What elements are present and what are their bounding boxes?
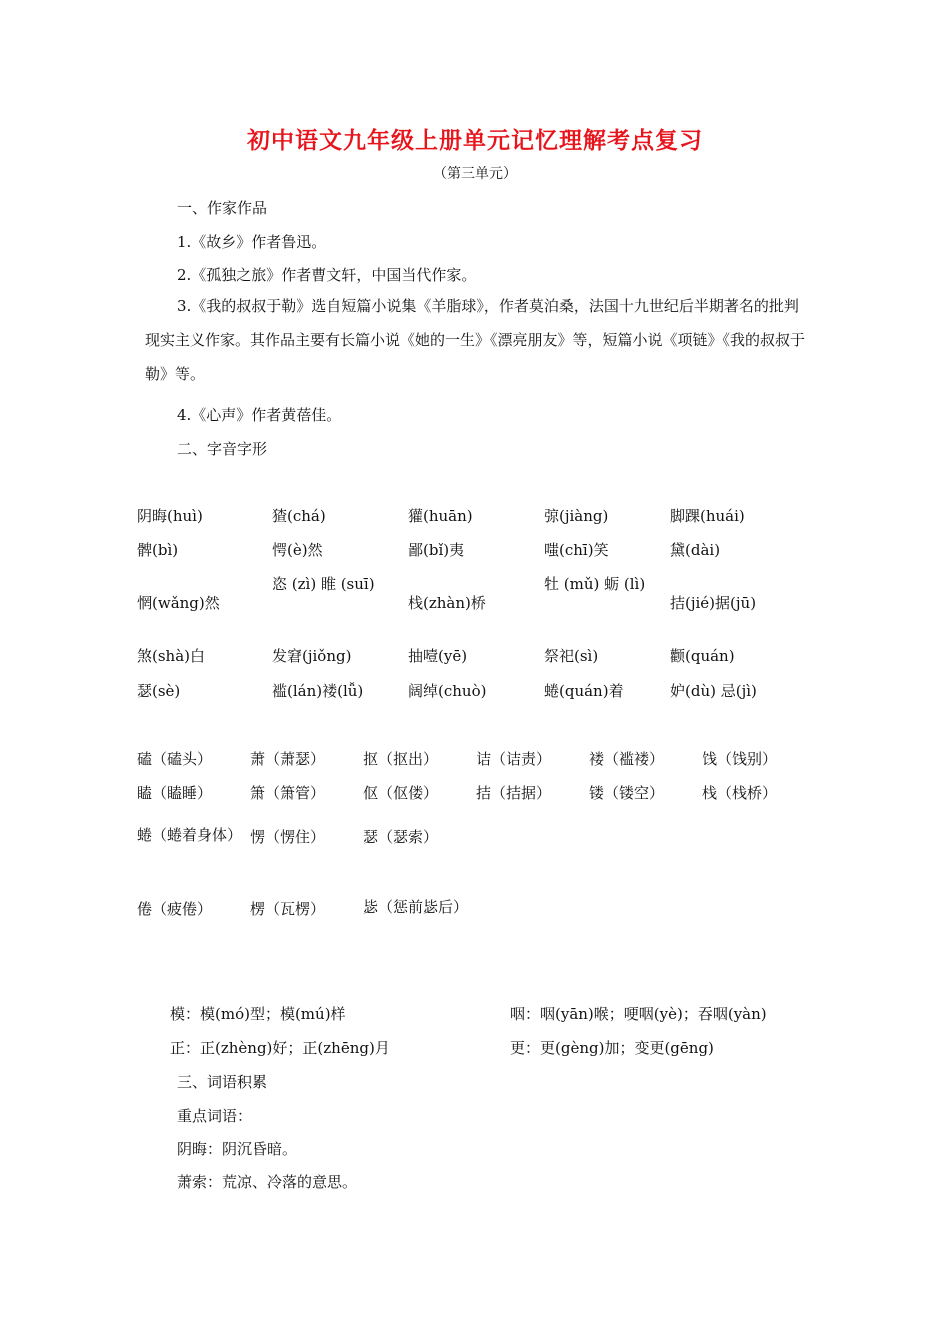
pinyin-cell: 獾(huān) (408, 507, 473, 525)
pinyin-cell: 髀(bì) (137, 541, 179, 559)
pinyin-cell: 鄙(bǐ)夷 (408, 541, 465, 559)
compare-cell: 磕（磕头） (137, 750, 213, 768)
compare-cell: 栈（栈桥） (702, 784, 778, 802)
pinyin-cell: 嗤(chī)笑 (544, 541, 609, 559)
compare-cell: 瞌（瞌睡） (137, 784, 213, 802)
compare-cell: 拮（拮据） (476, 784, 552, 802)
section-heading-authors: 一、作家作品 (177, 199, 268, 217)
compare-cell: 楞（瓦楞） (250, 900, 326, 918)
polyphone-line: 模：模(mó)型；模(mú)样 (170, 1005, 346, 1023)
section-heading-pronunciation: 二、字音字形 (177, 440, 268, 458)
pinyin-cell: 弶(jiàng) (544, 507, 609, 525)
pinyin-cell: 蜷(quán)着 (544, 682, 624, 700)
compare-cell: 褛（褴褛） (589, 750, 665, 768)
author-item-4: 4.《心声》作者黄蓓佳。 (177, 406, 342, 424)
polyphone-line: 更：更(gèng)加；变更(gēng) (510, 1039, 714, 1057)
pinyin-cell: 牡 (mǔ) 蛎 (lì) (544, 575, 646, 593)
pinyin-cell: 惘(wǎng)然 (137, 594, 220, 612)
pinyin-cell: 脚踝(huái) (670, 507, 745, 525)
compare-cell: 抠（抠出） (363, 750, 439, 768)
pinyin-cell: 拮(jié)据(jū) (670, 594, 757, 612)
pinyin-cell: 抽噎(yē) (408, 647, 468, 665)
pinyin-cell: 褴(lán)褛(lǚ) (272, 682, 364, 700)
compare-cell: 萧（萧瑟） (250, 750, 326, 768)
page-subtitle: （第三单元） (433, 166, 517, 182)
pinyin-cell: 发窘(jiǒng) (272, 647, 352, 665)
pinyin-cell: 愕(è)然 (272, 541, 323, 559)
vocab-item: 萧索：荒凉、冷落的意思。 (177, 1173, 358, 1191)
compare-cell: 瑟（瑟索） (363, 828, 439, 846)
compare-cell: 毖（惩前毖后） (363, 898, 469, 916)
polyphone-line: 咽：咽(yān)喉；哽咽(yè)；吞咽(yàn) (510, 1005, 767, 1023)
author-item-1: 1.《故乡》作者鲁迅。 (177, 233, 327, 251)
compare-cell: 饯（饯别） (702, 750, 778, 768)
page-title: 初中语文九年级上册单元记忆理解考点复习 (247, 127, 703, 154)
pinyin-cell: 颧(quán) (670, 647, 735, 665)
author-item-3: 3.《我的叔叔于勒》选自短篇小说集《羊脂球》，作者莫泊桑，法国十九世纪后半期著名的批判现实主义作家。其作品主要有长篇小说《她的一生》《漂亮朋友》等，短篇小说《项链》《我的叔叔于勒》等。 (145, 297, 806, 383)
compare-cell: 愣（愣住） (250, 828, 326, 846)
compare-cell: 箫（箫管） (250, 784, 326, 802)
vocab-item: 阴晦：阴沉昏暗。 (177, 1140, 298, 1158)
compare-cell: 镂（镂空） (589, 784, 665, 802)
pinyin-cell: 祭祀(sì) (544, 647, 599, 665)
compare-cell: 蜷（蜷着身体） (137, 826, 243, 844)
polyphone-line: 正：正(zhèng)好；正(zhēng)月 (170, 1039, 390, 1057)
pinyin-cell: 瑟(sè) (137, 682, 181, 700)
pinyin-cell: 猹(chá) (272, 507, 326, 525)
vocab-subheading: 重点词语： (177, 1107, 253, 1125)
compare-cell: 伛（伛偻） (363, 784, 439, 802)
pinyin-cell: 阴晦(huì) (137, 507, 203, 525)
author-item-2: 2.《孤独之旅》作者曹文轩，中国当代作家。 (177, 266, 477, 284)
pinyin-cell: 阔绰(chuò) (408, 682, 487, 700)
pinyin-cell: 栈(zhàn)桥 (408, 594, 486, 612)
pinyin-cell: 煞(shà)白 (137, 647, 206, 665)
pinyin-cell: 黛(dài) (670, 541, 721, 559)
section-heading-vocabulary: 三、词语积累 (177, 1073, 268, 1091)
pinyin-cell: 恣 (zì) 睢 (suī) (272, 575, 375, 593)
pinyin-cell: 妒(dù) 忌(jì) (670, 682, 757, 700)
compare-cell: 诘（诘责） (476, 750, 552, 768)
compare-cell: 倦（疲倦） (137, 900, 213, 918)
